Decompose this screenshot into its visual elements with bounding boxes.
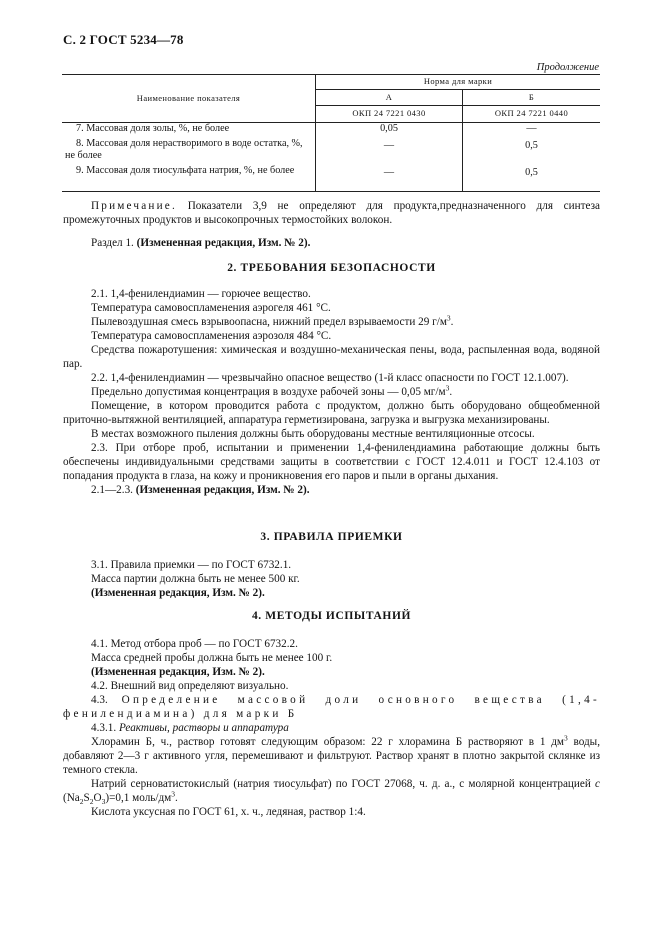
note-text: Показатели 3,9 не определяют для продукта,предназначенного для синтеза промежуточных продуктов и высокопрочных термостойких волокон. — [63, 200, 601, 226]
section3-title: 3. ПРАВИЛА ПРИЕМКИ — [260, 531, 403, 543]
formula-part: )=0,1 моль/дм — [105, 792, 172, 804]
paragraph: Кислота уксусная по ГОСТ 61, х. ч., ледяная, раствор 1:4. — [91, 806, 366, 818]
paragraph — [63, 735, 600, 777]
text: Пылевоздушная смесь взрывоопасна, нижний предел взрываемости 29 г/м — [91, 316, 447, 328]
section2-title: 2. ТРЕБОВАНИЯ БЕЗОПАСНОСТИ — [227, 262, 436, 274]
paragraph: 3.1. Правила приемки — по ГОСТ 6732.1. — [91, 559, 292, 571]
section4-body — [63, 637, 600, 819]
section4-title: 4. МЕТОДЫ ИСПЫТАНИЙ — [251, 610, 412, 622]
section1-change-note — [63, 236, 600, 250]
change-note — [63, 483, 600, 497]
change-prefix: Раздел 1. — [91, 237, 134, 249]
note-label: Примечание. — [91, 200, 177, 212]
row-value-a: 0,05 — [316, 123, 463, 139]
change-bold: (Измененная редакция, Изм. № 2). — [91, 666, 265, 678]
row-value-b: 0,5 — [463, 138, 601, 165]
paragraph — [63, 385, 600, 399]
row-name: 7. Массовая доля золы, %, не более — [76, 123, 230, 134]
clause-number: 4.3. — [91, 694, 108, 706]
paragraph: 4.1. Метод отбора проб — по ГОСТ 6732.2. — [91, 638, 298, 650]
text: Хлорамин Б, ч., раствор готовят следующим образом: 22 г хлорамина Б растворяют в 1 дм — [91, 736, 564, 748]
section3-body — [63, 558, 600, 600]
table-row — [62, 123, 600, 139]
formula-part: S — [83, 792, 90, 804]
text: . — [175, 792, 178, 804]
change-bold: (Измененная редакция, Изм. № 2). — [135, 484, 310, 496]
table-header-norm: Норма для марки — [316, 75, 601, 90]
formula-part: O — [93, 792, 102, 804]
superscript: 3 — [445, 383, 450, 393]
paragraph: 2.2. 1,4-фенилендиамин — чрезвычайно опасное вещество (1-й класс опасности по ГОСТ 12.1.007). — [91, 372, 569, 384]
spaced-heading: Определение массовой доли основного вещества (1,4-фенилендиамина) для марки Б — [63, 694, 601, 720]
subscript: 2 — [89, 797, 94, 807]
table-header-code-b: ОКП 24 7221 0440 — [463, 106, 601, 123]
paragraph: Помещение, в котором проводится работа с продуктом, должно быть оборудовано общеобменной приточно-вытяжной вентиляцией, аппаратура герметизирована, загрузка и выгрузка механизированы. — [63, 400, 600, 426]
paragraph — [63, 777, 600, 805]
paragraph — [63, 315, 600, 329]
section2-body — [63, 287, 600, 497]
formula-part: (Na — [63, 792, 80, 804]
table-header-name: Наименование показателя — [136, 92, 241, 103]
continuation-label: Продолжение — [536, 62, 599, 73]
text: . — [449, 386, 453, 398]
table-header-code-a: ОКП 24 7221 0430 — [316, 106, 463, 123]
paragraph: 2.1. 1,4-фенилендиамин — горючее вещество. — [91, 288, 311, 300]
change-bold: (Измененная редакция, Изм. № 2). — [136, 237, 311, 249]
norms-table — [62, 74, 600, 192]
row-name: 8. Массовая доля нерастворимого в воде остатка, %, не более — [65, 138, 303, 161]
italic-symbol: с — [595, 778, 601, 790]
table-header-mark-a: А — [316, 90, 463, 106]
row-value-a: — — [316, 165, 463, 192]
subscript: 3 — [101, 797, 106, 807]
paragraph: Масса средней пробы должна быть не менее 100 г. — [91, 652, 333, 664]
italic-heading: Реактивы, растворы и аппаратура — [118, 722, 289, 734]
superscript: 3 — [446, 313, 451, 323]
table-row — [62, 138, 600, 165]
paragraph: 2.3. При отборе проб, испытании и применении 1,4-фенилендиамина работающие должны быть обеспечены индивидуальными средствами защиты в соответствии с ГОСТ 12.4.011 и ГОСТ 12.4.103 от попадания продукта в глаза, на кожу и проникновения его паров и пыли в органы дыхания. — [63, 442, 600, 482]
table-row — [62, 165, 600, 192]
row-name: 9. Массовая доля тиосульфата натрия, %, не более — [76, 165, 295, 176]
paragraph: Масса партии должна быть не менее 500 кг. — [91, 573, 300, 585]
table-header-mark-b: Б — [463, 90, 601, 106]
row-value-b: 0,5 — [463, 165, 601, 192]
change-bold: (Измененная редакция, Изм. № 2). — [91, 587, 265, 599]
paragraph: Температура самовоспламенения аэрозоля 484 °С. — [91, 330, 332, 342]
paragraph — [63, 721, 600, 735]
row-value-a: — — [316, 138, 463, 165]
paragraph — [63, 693, 600, 721]
change-prefix: 2.1—2.3. — [91, 484, 133, 496]
row-value-b: — — [463, 123, 601, 139]
text: Натрий серноватистокислый (натрия тиосульфат) по ГОСТ 27068, ч. д. а., с молярной концентрацией — [91, 778, 591, 790]
text: Предельно допустимая концентрация в воздухе рабочей зоны — 0,05 мг/м — [91, 386, 446, 398]
page-header: С. 2 ГОСТ 5234—78 — [63, 32, 184, 47]
text: воды, добавляют 2—3 г активного угля, перемешивают и фильтруют. Раствор хранят в плотно закрытой склянке из темного стекла. — [63, 736, 600, 776]
paragraph: Температура самовоспламенения аэрогеля 461 °С. — [91, 302, 331, 314]
superscript: 3 — [171, 789, 176, 799]
paragraph: 4.2. Внешний вид определяют визуально. — [91, 680, 289, 692]
paragraph: В местах возможного пыления должны быть оборудованы местные вентиляционные отсосы. — [91, 428, 535, 440]
superscript: 3 — [563, 733, 568, 743]
table-note — [63, 199, 600, 227]
paragraph: Средства пожаротушения: химическая и воздушно-механическая пены, вода, распыленная вода, водяной пар. — [63, 344, 600, 370]
clause-number: 4.3.1. — [91, 722, 117, 734]
text: . — [450, 316, 454, 328]
subscript: 2 — [79, 797, 84, 807]
